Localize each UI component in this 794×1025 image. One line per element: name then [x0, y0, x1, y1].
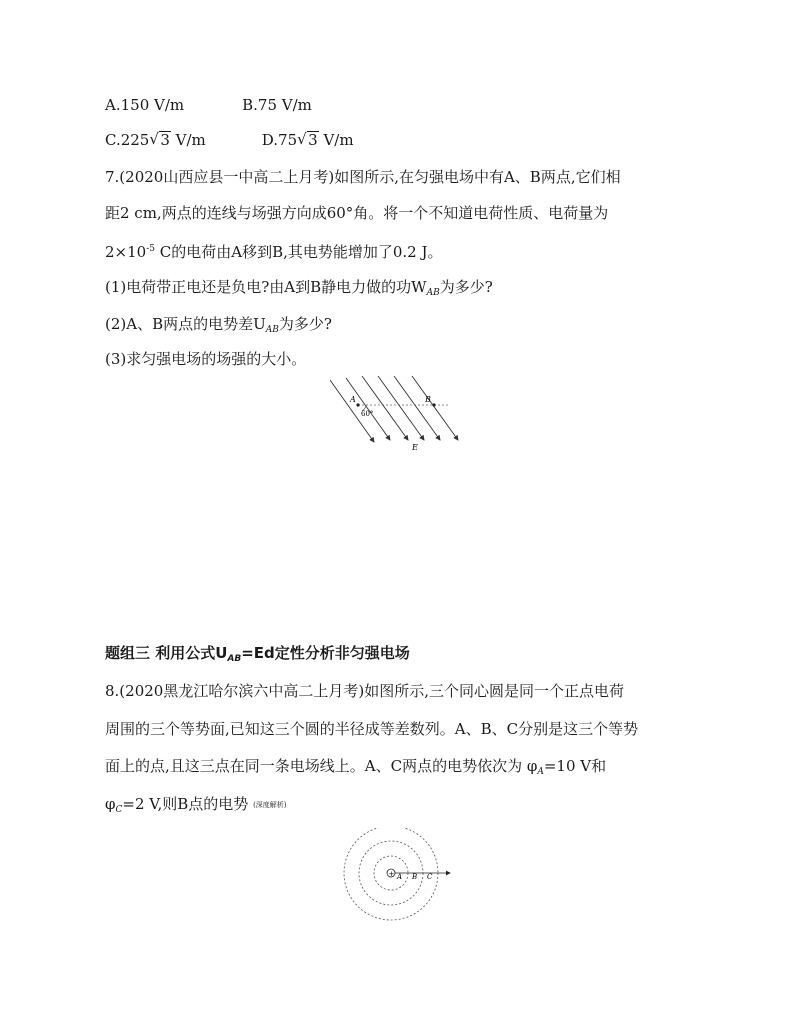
q7-line-1: 7.(2020山西应县一中高二上月考)如图所示,在匀强电场中有A、B两点,它们相 [105, 168, 621, 186]
q7-sub-2 [105, 314, 332, 340]
option-d-sqrt: √ 3 [307, 131, 319, 148]
option-c[interactable] [105, 130, 206, 150]
option-d-prefix: D.75 [261, 131, 298, 149]
option-d-unit: V/m [318, 131, 354, 149]
q8-line-2: 周围的三个等势面,已知这三个圆的半径成等差数列。A、B、C分别是这三个等势 [105, 720, 639, 738]
q7-sub-2-subscript: AB [265, 325, 279, 335]
label-e: E [412, 443, 418, 452]
q7-sub-1-a: (1)电荷带正电还是负电?由A到B静电力做的功W [105, 278, 427, 296]
option-b[interactable]: B.75 V/m [242, 96, 312, 114]
q7-sub-2-a: (2)A、B两点的电势差U [105, 315, 266, 333]
q7-field-figure [330, 372, 480, 454]
option-a[interactable]: A.150 V/m [105, 96, 185, 114]
q7-sub-1 [105, 277, 493, 303]
q8-line-3-subscript: A [537, 767, 544, 777]
option-c-prefix: C.225 [105, 131, 150, 149]
field-line [346, 378, 390, 440]
options-row-1 [105, 95, 312, 115]
point-b [432, 403, 435, 406]
plus-sign: + [388, 870, 395, 878]
label-b: B [425, 395, 431, 404]
q8-line-3 [105, 756, 606, 782]
option-d[interactable] [262, 130, 354, 150]
section-3-b: =Ed定性分析非匀强电场 [241, 644, 410, 662]
options-row-2 [105, 130, 354, 150]
q8-line-3-b: =10 V和 [543, 757, 607, 775]
q7-exponent: -5 [146, 244, 155, 254]
option-c-sqrt: √ 3 [159, 131, 171, 148]
label-a: A [350, 395, 356, 404]
q7-line-3-b: C的电荷由A移到B,其电势能增加了0.2 J。 [154, 243, 443, 261]
q7-sub-3: (3)求匀强电场的场强的大小。 [105, 350, 307, 368]
q7-sub-2-b: 为多少? [278, 315, 332, 333]
q7-sub-1-b: 为多少? [439, 278, 493, 296]
q8-line-4-subscript: C [115, 805, 123, 815]
q8-line-4-b: =2 V,则B点的电势 [122, 795, 249, 813]
label-a-circle: A [397, 873, 403, 881]
label-c-circle: C [427, 873, 433, 881]
q7-line-3 [105, 239, 443, 262]
q7-line-2: 距2 cm,两点的连线与场强方向成60°角。将一个不知道电荷性质、电荷量为 [105, 204, 609, 222]
q7-line-3-a: 2×10 [105, 243, 147, 261]
q8-line-3-a: 面上的点,且这三点在同一条电场线上。A、C两点的电势依次为 φ [105, 757, 538, 775]
q8-line-1: 8.(2020黑龙江哈尔滨六中高二上月考)如图所示,三个同心圆是同一个正点电荷 [105, 682, 624, 700]
q8-circles-figure [340, 828, 460, 923]
q7-sub-1-subscript: AB [426, 288, 440, 298]
q8-line-4 [105, 794, 287, 820]
label-b-circle: B [412, 873, 418, 881]
label-angle: 60° [361, 410, 374, 418]
option-c-unit: V/m [170, 131, 206, 149]
q8-line-4-a: φ [105, 795, 116, 813]
section-3-a: 题组三 利用公式U [105, 644, 228, 662]
section-3-subscript: AB [227, 654, 242, 664]
point-a [356, 403, 359, 406]
section-3-title [105, 643, 410, 669]
field-line [412, 376, 458, 440]
deep-analysis-tag[interactable]: (深度解析) [253, 801, 287, 809]
